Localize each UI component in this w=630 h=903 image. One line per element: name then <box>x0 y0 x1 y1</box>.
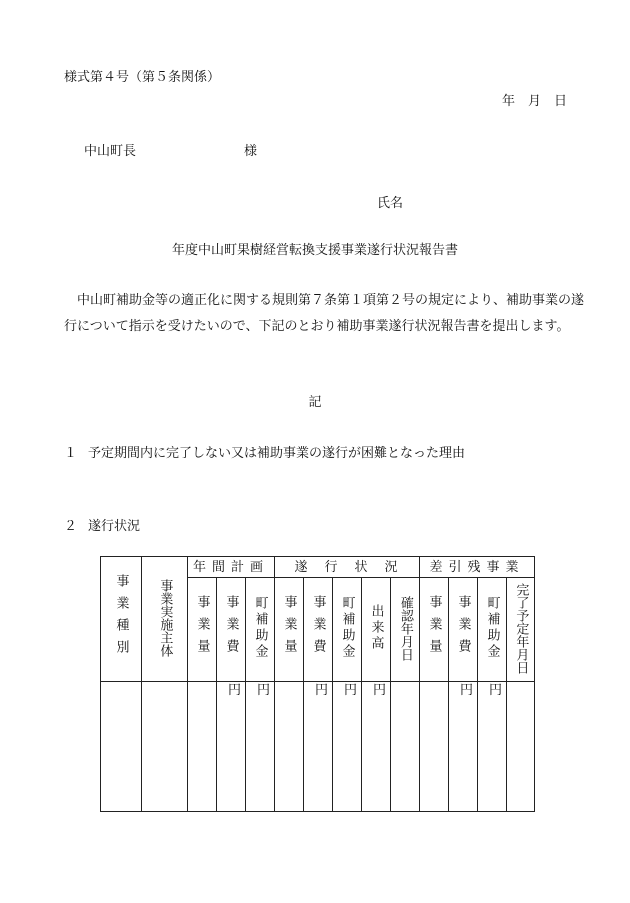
addressee-suffix: 様 <box>244 144 258 159</box>
body-paragraph: 中山町補助金等の適正化に関する規則第７条第１項第２号の規定により、補助事業の遂行について指示を受けたいので、下記のとおり補助事業遂行状況報告書を提出します。 <box>64 293 585 334</box>
date-line: 年 月 日 <box>501 94 567 109</box>
remaining-col-completion-date: 完了予定年月日 <box>507 578 535 682</box>
data-cell-remaining-completion-date[interactable] <box>507 682 535 812</box>
progress-col-quantity: 事業量 <box>275 578 304 682</box>
col-entity-header <box>142 557 188 682</box>
item-1-number: １ <box>64 446 78 461</box>
ki-heading: 記 <box>308 395 322 410</box>
data-cell-entity[interactable] <box>142 682 188 812</box>
data-cell-progress-quantity[interactable] <box>275 682 304 812</box>
data-cell-progress-confirm-date[interactable] <box>391 682 420 812</box>
plan-col-cost: 事業費 <box>217 578 246 682</box>
item-2-number: ２ <box>64 519 78 534</box>
data-cell-remaining-cost[interactable]: 円 <box>449 682 478 812</box>
group-progress-header: 遂 行 状 況 <box>275 557 420 578</box>
item-2-text: 遂行状況 <box>88 519 141 534</box>
addressee: 中山町長 <box>84 144 137 159</box>
item-1 <box>64 442 465 461</box>
plan-col-quantity: 事業量 <box>188 578 217 682</box>
form-number: 様式第４号（第５条関係） <box>64 70 221 85</box>
remaining-col-cost: 事業費 <box>449 578 478 682</box>
progress-col-output: 出来高 <box>362 578 391 682</box>
progress-col-subsidy: 町補助金 <box>333 578 362 682</box>
progress-col-cost: 事業費 <box>304 578 333 682</box>
status-table <box>100 556 535 812</box>
group-remaining-header: 差引残事業 <box>420 557 535 578</box>
col-type-header <box>101 557 142 682</box>
data-cell-progress-cost[interactable]: 円 <box>304 682 333 812</box>
group-plan-header: 年間計画 <box>188 557 275 578</box>
document-title: 年度中山町果樹経営転換支援事業遂行状況報告書 <box>171 243 458 258</box>
data-cell-progress-output[interactable]: 円 <box>362 682 391 812</box>
col-type-label: 事業種別 <box>113 573 129 662</box>
plan-col-subsidy: 町補助金 <box>246 578 275 682</box>
item-1-text: 予定期間内に完了しない又は補助事業の遂行が困難となった理由 <box>88 446 466 461</box>
item-2 <box>64 515 140 534</box>
data-cell-progress-subsidy[interactable]: 円 <box>333 682 362 812</box>
data-cell-remaining-quantity[interactable] <box>420 682 449 812</box>
data-cell-plan-subsidy[interactable]: 円 <box>246 682 275 812</box>
remaining-col-subsidy: 町補助金 <box>478 578 507 682</box>
data-cell-plan-quantity[interactable] <box>188 682 217 812</box>
remaining-col-quantity: 事業量 <box>420 578 449 682</box>
col-entity-label: 事業実施主体 <box>157 578 173 657</box>
data-cell-remaining-subsidy[interactable]: 円 <box>478 682 507 812</box>
signer-name-label: 氏名 <box>377 196 404 211</box>
data-cell-plan-cost[interactable]: 円 <box>217 682 246 812</box>
progress-col-confirm-date: 確認年月日 <box>391 578 420 682</box>
data-cell-type[interactable] <box>101 682 142 812</box>
